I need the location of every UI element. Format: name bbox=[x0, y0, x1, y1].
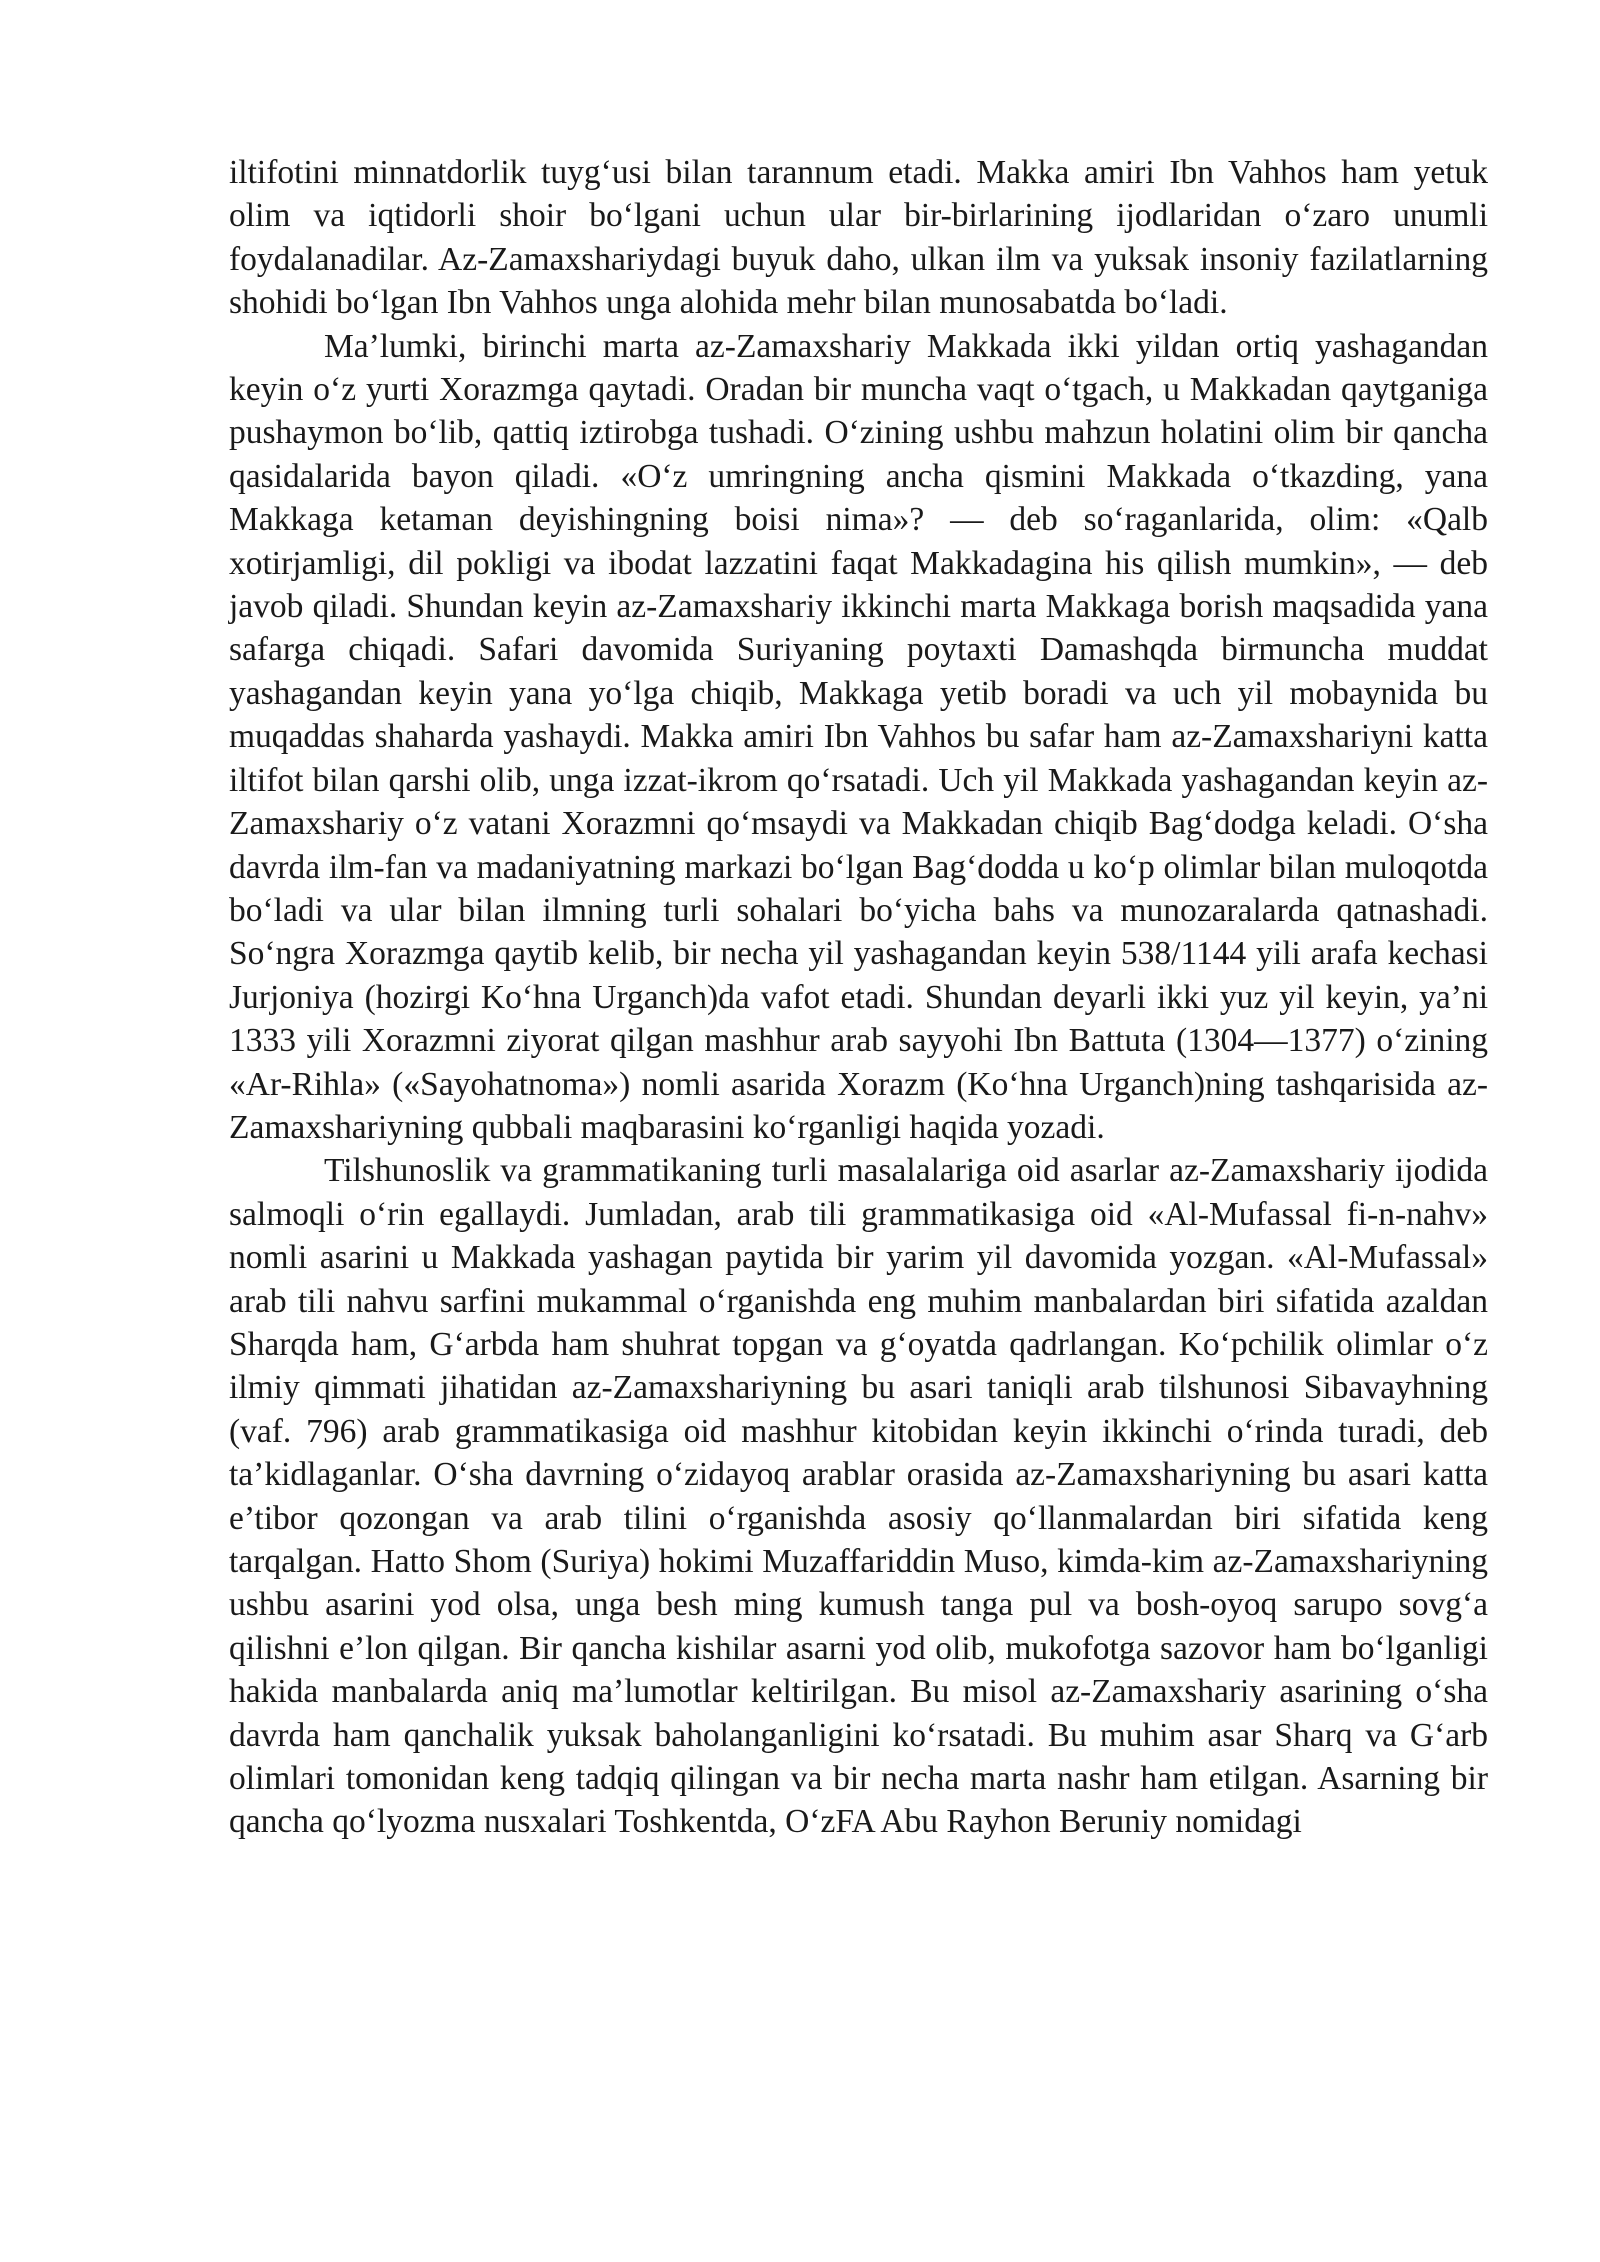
paragraph-linguistics: Tilshunoslik va grammatikaning turli masalalariga oid asarlar az-Zamaxshariy ijodida salmoqli o‘rin egallaydi. Jumladan, arab tili grammatikasiga oid «Al-Mufassal fi-n-nahv» nomli asarini u Makkada yashagan paytida bir yarim yil davomida yozgan. «Al-Mufassal» arab tili nahvu sarfini mukammal o‘rganishda eng muhim manbalardan biri sifatida azaldan Sharqda ham, G‘arbda ham shuhrat topgan va g‘oyatda qadrlangan. Ko‘pchilik olimlar o‘z ilmiy qimmati jihatidan az-Zamaxshariyning bu asari taniqli arab tilshunosi Sibavayhning (vaf. 796) arab grammatikasiga oid mashhur kitobidan keyin ikkinchi o‘rinda turadi, deb ta’kidlaganlar. O‘sha davrning o‘zidayoq arablar orasida az-Zamaxshariyning bu asari katta e’tibor qozongan va arab tilini o‘rganishda asosiy qo‘llanmalardan biri sifatida keng tarqalgan. Hatto Shom (Suriya) hokimi Muzaffariddin Muso, kimda-kim az-Zamaxshariyning ushbu asarini yod olsa, unga besh ming kumush tanga pul va bosh-oyoq sarupo sovg‘a qilishni e’lon qilgan. Bir qancha kishilar asarni yod olib, mukofotga sazovor ham bo‘lganligi hakida manbalarda aniq ma’lumotlar keltirilgan. Bu misol az-Zamaxshariy asarining o‘sha davrda ham qanchalik yuksak baholanganligini ko‘rsatadi. Bu muhim asar Sharq va G‘arb olimlari tomonidan keng tadqiq qilingan va bir necha marta nashr ham etilgan. Asarning bir qancha qo‘lyozma nusxalari Toshkentda, O‘zFA Abu Rayhon Beruniy nomidagi bbox=[229, 1152, 1488, 1841]
document-page bbox=[229, 151, 1488, 1844]
paragraph-biography: Ma’lumki, birinchi marta az-Zamaxshariy Makkada ikki yildan ortiq yashagandan keyin o‘z yurti Xorazmga qaytadi. Oradan bir muncha vaqt o‘tgach, u Makkadan qaytganiga pushaymon bo‘lib, qattiq iztirobga tushadi. O‘zining ushbu mahzun holatini olim bir qancha qasidalarida bayon qiladi. «O‘z umringning ancha qismini Makkada o‘tkazding, yana Makkaga ketaman deyishingning boisi nima»? — deb so‘raganlarida, olim: «Qalb xotirjamligi, dil pokligi va ibodat lazzatini faqat Makkadagina his qilish mumkin», — deb javob qiladi. Shundan keyin az-Zamaxshariy ikkinchi marta Makkaga borish maqsadida yana safarga chiqadi. Safari davomida Suriyaning poytaxti Damashqda birmuncha muddat yashagandan keyin yana yo‘lga chiqib, Makkaga yetib boradi va uch yil mobaynida bu muqaddas shaharda yashaydi. Makka amiri Ibn Vahhos bu safar ham az-Zamaxshariyni katta iltifot bilan qarshi olib, unga izzat-ikrom qo‘rsatadi. Uch yil Makkada yashagandan keyin az-Zamaxshariy o‘z vatani Xorazmni qo‘msaydi va Makkadan chiqib Bag‘dodga keladi. O‘sha davrda ilm-fan va madaniyatning markazi bo‘lgan Bag‘dodda u ko‘p olimlar bilan muloqotda bo‘ladi va ular bilan ilmning turli sohalari bo‘yicha bahs va munozaralarda qatnashadi. So‘ngra Xorazmga qaytib kelib, bir necha yil yashagandan keyin 538/1144 yili arafa kechasi Jurjoniya (hozirgi Ko‘hna Urganch)da vafot etadi. Shundan deyarli ikki yuz yil keyin, ya’ni 1333 yili Xorazmni ziyorat qilgan mashhur arab sayyohi Ibn Battuta (1304—1377) o‘zining «Ar-Rihla» («Sayohatnoma») nomli asarida Xorazm (Ko‘hna Urganch)ning tashqarisida az-Zamaxshariyning qubbali maqbarasini ko‘rganligi haqida yozadi. bbox=[229, 327, 1488, 1146]
paragraph-continuation: iltifotini minnatdorlik tuyg‘usi bilan tarannum etadi. Makka amiri Ibn Vahhos ham yetuk olim va iqtidorli shoir bo‘lgani uchun ular bir-birlarining ijodlaridan o‘zaro unumli foydalanadilar. Az-Zamaxshariydagi buyuk daho, ulkan ilm va yuksak insoniy fazilatlarning shohidi bo‘lgan Ibn Vahhos unga alohida mehr bilan munosabatda bo‘ladi. bbox=[229, 154, 1488, 322]
